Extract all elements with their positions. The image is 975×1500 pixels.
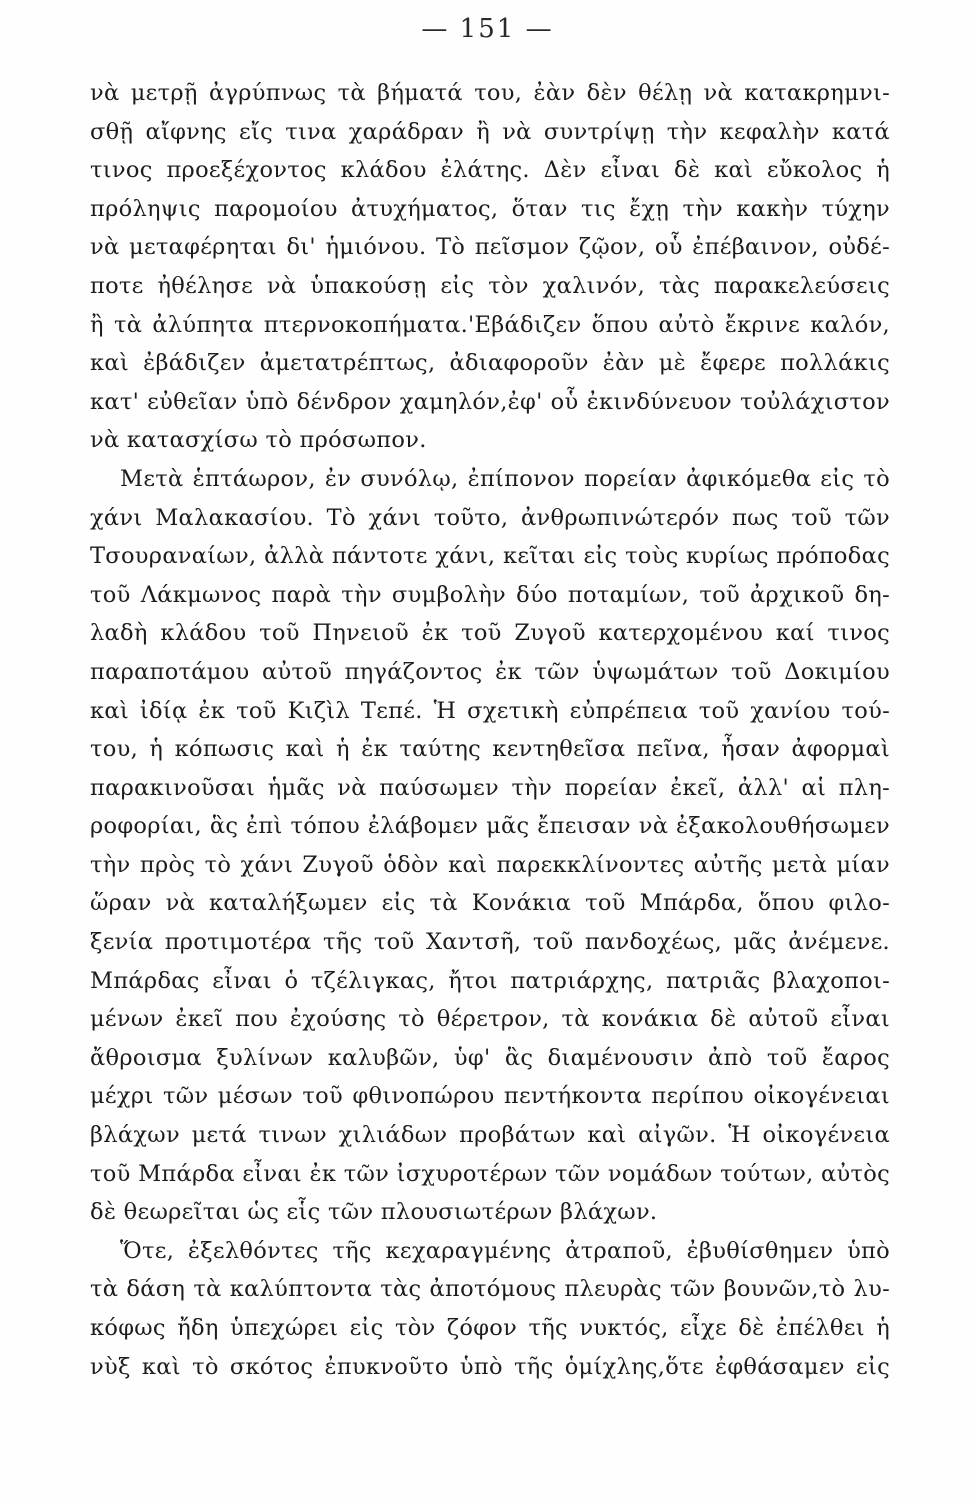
text-line: κατ' εὐθεῖαν ὑπὸ δένδρον χαμηλόν,ἐφ' οὗ ἐκινδύνευον τοὐλάχιστον [90,388,890,415]
paragraph-end-line: νὰ κατασχίσω τὸ πρόσωπον. [90,427,427,454]
text-line: πρόληψις παρομοίου ἀτυχήματος, ὅταν τις ἔχῃ τὴν κακὴν τύχην [90,195,890,222]
page-number: — 151 — [421,14,554,44]
text-line: βλάχων μετά τινων χιλιάδων προβάτων καὶ αἰγῶν. Ἡ οἰκογένεια [90,1122,890,1149]
paragraph-start-line: Μετὰ ἑπτάωρον, ἐν συνόλῳ, ἐπίπονον πορείαν ἀφικόμεθα εἰς τὸ [120,465,890,492]
text-line: τὴν πρὸς τὸ χάνι Ζυγοῦ ὁδὸν καὶ παρεκκλίνοντες αὐτῆς μετὰ μίαν [90,851,890,878]
text-line: του, ἡ κόπωσις καὶ ἡ ἐκ ταύτης κεντηθεῖσα πεῖνα, ἦσαν ἀφορμαὶ [90,736,890,763]
text-line: χάνι Μαλακασίου. Τὸ χάνι τοῦτο, ἀνθρωπινώτερόν πως τοῦ τῶν [90,504,890,531]
text-line: μένων ἐκεῖ που ἐχούσης τὸ θέρετρον, τὰ κονάκια δὲ αὐτοῦ εἶναι [90,1006,890,1033]
text-line: ποτε ἠθέλησε νὰ ὑπακούσῃ εἰς τὸν χαλινόν, τὰς παρακελεύσεις [90,272,890,299]
text-line: καὶ ἰδίᾳ ἐκ τοῦ Κιζὶλ Τεπέ. Ἡ σχετικὴ εὐπρέπεια τοῦ χανίου τού- [90,697,890,724]
text-line: νὺξ καὶ τὸ σκότος ἐπυκνοῦτο ὑπὸ τῆς ὁμίχλης,ὅτε ἐφθάσαμεν εἰς [90,1353,890,1380]
text-line: τοῦ Λάκμωνος παρὰ τὴν συμβολὴν δύο ποταμίων, τοῦ ἀρχικοῦ δη- [90,581,890,608]
text-line: σθῇ αἴφνης εἴς τινα χαράδραν ἢ νὰ συντρίψῃ τὴν κεφαλὴν κατά [90,118,890,145]
text-line: Μπάρδας εἶναι ὁ τζέλιγκας, ἤτοι πατριάρχης, πατριᾶς βλαχοποι- [90,967,890,994]
paragraph-start-line: Ὅτε, ἐξελθόντες τῆς κεχαραγμένης ἀτραποῦ, ἐβυθίσθημεν ὑπὸ [120,1237,890,1264]
text-line: μέχρι τῶν μέσων τοῦ φθινοπώρου πεντήκοντα περίπου οἰκογένειαι [90,1083,890,1110]
text-line: νὰ μετρῇ ἀγρύπνως τὰ βήματά του, ἐὰν δὲν θέλῃ νὰ κατακρημνι- [90,80,890,106]
text-line: ξενία προτιμοτέρα τῆς τοῦ Χαντσῆ, τοῦ πανδοχέως, μᾶς ἀνέμενε. [90,929,890,956]
paragraph-end-line: δὲ θεωρεῖται ὡς εἷς τῶν πλουσιωτέρων βλάχων. [90,1199,658,1226]
text-line: λαδὴ κλάδου τοῦ Πηνειοῦ ἐκ τοῦ Ζυγοῦ κατερχομένου καί τινος [90,620,890,647]
text-line: Τσουραναίων, ἀλλὰ πάντοτε χάνι, κεῖται εἰς τοὺς κυρίως πρόποδας [90,543,890,570]
text-line: ἢ τὰ ἀλύπητα πτερνοκοπήματα.'Εβάδιζεν ὅπου αὐτὸ ἔκρινε καλόν, [90,311,890,338]
text-line: ροφορίαι, ἃς ἐπὶ τόπου ἐλάβομεν μᾶς ἔπεισαν νὰ ἐξακολουθήσωμεν [90,813,890,840]
text-line: κόφως ἤδη ὑπεχώρει εἰς τὸν ζόφον τῆς νυκτός, εἶχε δὲ ἐπέλθει ἡ [90,1315,890,1341]
text-line: τὰ δάση τὰ καλύπτοντα τὰς ἀποτόμους πλευρὰς τῶν βουνῶν,τὸ λυ- [90,1276,890,1303]
text-line: καὶ ἐβάδιζεν ἀμετατρέπτως, ἀδιαφοροῦν ἐὰν μὲ ἔφερε πολλάκις [90,350,890,377]
text-line: νὰ μεταφέρηται δι' ἡμιόνου. Τὸ πεῖσμον ζῷον, οὗ ἐπέβαινον, οὐδέ- [90,234,890,261]
text-line: τινος προεξέχοντος κλάδου ἐλάτης. Δὲν εἶναι δὲ καὶ εὔκολος ἡ [90,157,890,184]
text-line: τοῦ Μπάρδα εἶναι ἐκ τῶν ἰσχυροτέρων τῶν νομάδων τούτων, αὐτὸς [90,1160,890,1187]
text-line: παρακινοῦσαι ἡμᾶς νὰ παύσωμεν τὴν πορείαν ἐκεῖ, ἀλλ' αἱ πλη- [90,774,890,801]
text-line: ἄθροισμα ξυλίνων καλυβῶν, ὑφ' ἃς διαμένουσιν ἀπὸ τοῦ ἔαρος [90,1044,890,1071]
body-text [90,74,890,1386]
text-line: ὥραν νὰ καταλήξωμεν εἰς τὰ Κονάκια τοῦ Μπάρδα, ὅπου φιλο- [90,890,890,917]
text-line: παραποτάμου αὐτοῦ πηγάζοντος ἐκ τῶν ὑψωμάτων τοῦ Δοκιμίου [90,658,890,685]
